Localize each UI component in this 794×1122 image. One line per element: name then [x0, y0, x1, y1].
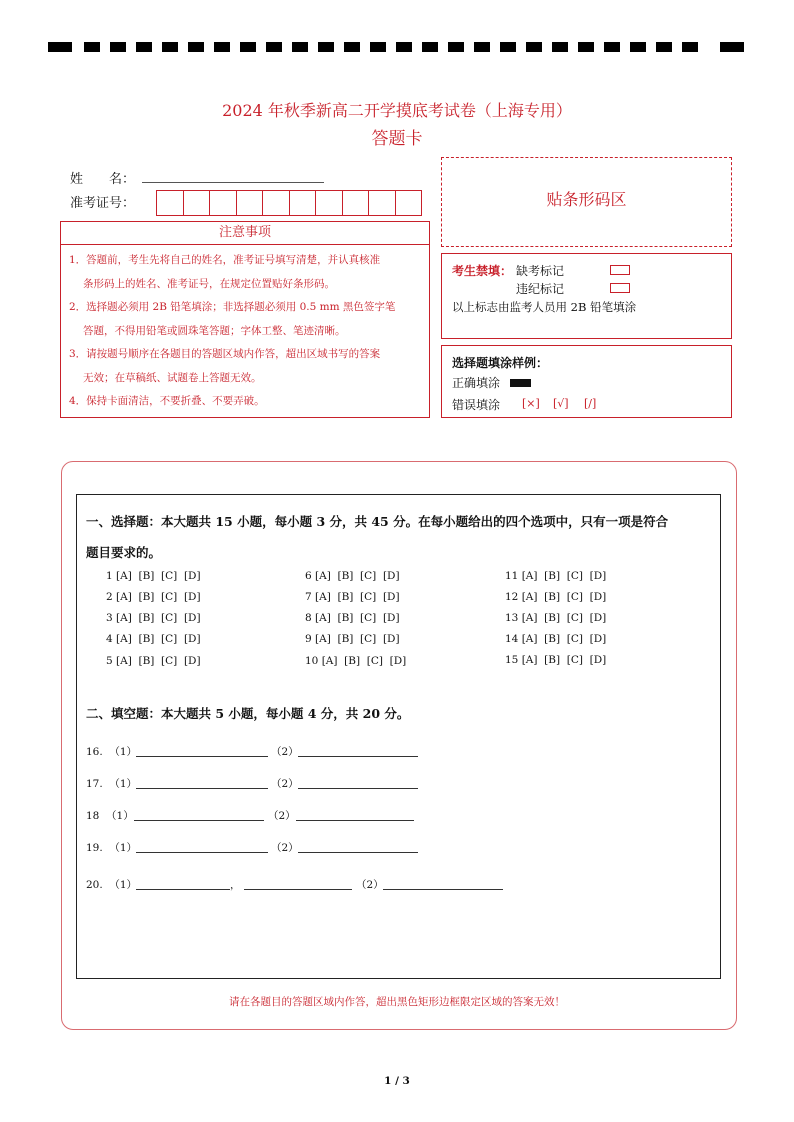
timing-mark [136, 42, 152, 52]
id-label: 准考证号： [70, 196, 136, 211]
answer-blank[interactable] [298, 852, 418, 853]
fill-part2-label: （2） [271, 746, 299, 758]
fill-question-label: 17. （1） [86, 778, 138, 790]
violation-label: 违纪标记 [516, 282, 565, 296]
timing-mark [266, 42, 282, 52]
timing-mark [720, 42, 744, 52]
timing-mark [292, 42, 308, 52]
timing-mark [188, 42, 204, 52]
exam-id-boxes[interactable] [156, 190, 422, 216]
notice-heading: 注意事项 [61, 222, 429, 245]
absent-mark-box[interactable] [610, 265, 630, 275]
wrong-fill-label: 错误填涂 [452, 398, 501, 412]
mc-question[interactable]: 2 [A] [B] [C] [D] [106, 591, 201, 603]
timing-mark [318, 42, 334, 52]
id-digit-box[interactable] [237, 191, 264, 215]
mc-question[interactable]: 7 [A] [B] [C] [D] [305, 591, 400, 603]
notice-box [60, 221, 430, 418]
timing-mark [214, 42, 230, 52]
timing-mark [422, 42, 438, 52]
fill-part2-label: （2） [271, 778, 299, 790]
id-digit-box[interactable] [369, 191, 396, 215]
timing-mark [552, 42, 568, 52]
timing-mark [630, 42, 646, 52]
notice-item: 3．请按题号顺序在各题目的答题区域内作答，超出区域书写的答案 [69, 348, 381, 360]
mc-question[interactable]: 1 [A] [B] [C] [D] [106, 570, 201, 582]
timing-mark [604, 42, 620, 52]
mc-question[interactable]: 13 [A] [B] [C] [D] [505, 612, 607, 624]
fill-question-label: 19. （1） [86, 842, 138, 854]
correct-fill-label: 正确填涂 [452, 376, 501, 390]
timing-mark [162, 42, 178, 52]
mc-question[interactable]: 3 [A] [B] [C] [D] [106, 612, 201, 624]
violation-mark-box[interactable] [610, 283, 630, 293]
answer-blank[interactable] [136, 889, 230, 890]
id-digit-box[interactable] [263, 191, 290, 215]
timing-mark [682, 42, 698, 52]
mc-question[interactable]: 10 [A] [B] [C] [D] [305, 655, 407, 667]
timing-mark [370, 42, 386, 52]
id-digit-box[interactable] [396, 191, 422, 215]
notice-list [61, 245, 429, 414]
answer-blank[interactable] [298, 756, 418, 757]
answer-blank[interactable] [383, 889, 503, 890]
section2-title: 二、填空题：本大题共 5 小题，每小题 4 分，共 20 分。 [86, 706, 410, 721]
id-digit-box[interactable] [184, 191, 211, 215]
mc-question[interactable]: 12 [A] [B] [C] [D] [505, 591, 607, 603]
wrong-mark-slash: [/] [584, 397, 597, 410]
sample-heading: 选择题填涂样例： [452, 356, 549, 370]
answer-blank[interactable] [136, 788, 268, 789]
id-digit-box[interactable] [157, 191, 184, 215]
fill-sample-box [441, 345, 732, 418]
page-title: 2024 年秋季新高二开学摸底考试卷（上海专用） [222, 101, 572, 120]
answer-blank[interactable] [298, 788, 418, 789]
answer-blank[interactable] [136, 852, 268, 853]
notice-item: 4．保持卡面清洁，不要折叠、不要弄破。 [69, 395, 265, 407]
mc-question[interactable]: 14 [A] [B] [C] [D] [505, 633, 607, 645]
answer-blank[interactable] [134, 820, 264, 821]
timing-mark [474, 42, 490, 52]
wrong-mark-check: [√] [553, 397, 569, 410]
proctor-heading: 考生禁填： [452, 264, 513, 278]
fill-part2-label: （2） [268, 810, 296, 822]
name-label: 姓 名： [70, 172, 136, 187]
fill-part2-label: （2） [271, 842, 299, 854]
absent-label: 缺考标记 [516, 264, 565, 278]
fill-part2-label: （2） [356, 879, 384, 891]
id-digit-box[interactable] [210, 191, 237, 215]
id-digit-box[interactable] [343, 191, 370, 215]
mc-question[interactable]: 9 [A] [B] [C] [D] [305, 633, 400, 645]
timing-mark [110, 42, 126, 52]
timing-mark [84, 42, 100, 52]
timing-mark [344, 42, 360, 52]
id-digit-box[interactable] [290, 191, 317, 215]
id-digit-box[interactable] [316, 191, 343, 215]
mc-question[interactable]: 6 [A] [B] [C] [D] [305, 570, 400, 582]
notice-item: 答题，不得用铅笔或圆珠笔答题；字体工整、笔迹清晰。 [83, 324, 346, 337]
answer-area-warning: 请在各题目的答题区域内作答，超出黑色矩形边框限定区域的答案无效！ [229, 996, 565, 1008]
answer-area [76, 494, 721, 979]
correct-fill-mark [510, 379, 531, 387]
page-number: 1 / 3 [384, 1075, 410, 1087]
mc-question[interactable]: 4 [A] [B] [C] [D] [106, 633, 201, 645]
fill-question-label: 20. （1） [86, 879, 138, 891]
fill-question-label: 18 （1） [86, 810, 134, 822]
notice-item: 1．答题前，考生先将自己的姓名，准考证号填写清楚，并认真核准 [69, 254, 381, 266]
proctor-marks-box [441, 253, 732, 339]
fill-comma: ， [230, 879, 241, 891]
section1-title: 一、选择题：本大题共 15 小题，每小题 3 分，共 45 分。在每小题给出的四个选项中，只有一项是符合 [86, 514, 669, 529]
answer-blank[interactable] [136, 756, 268, 757]
barcode-area[interactable]: 贴条形码区 [441, 157, 732, 247]
proctor-note: 以上标志由监考人员用 2B 铅笔填涂 [452, 300, 637, 314]
timing-mark [48, 42, 72, 52]
timing-mark [448, 42, 464, 52]
answer-blank[interactable] [296, 820, 414, 821]
page-subtitle: 答题卡 [371, 129, 423, 149]
timing-marks [48, 42, 744, 54]
answer-blank[interactable] [244, 889, 352, 890]
notice-item: 条形码上的姓名、准考证号，在规定位置贴好条形码。 [83, 277, 335, 290]
timing-mark [578, 42, 594, 52]
timing-mark [656, 42, 672, 52]
timing-mark [240, 42, 256, 52]
timing-mark [500, 42, 516, 52]
section1-title-cont: 题目要求的。 [86, 545, 162, 560]
notice-item: 2．选择题必须用 2B 铅笔填涂；非选择题必须用 0.5 mm 黑色签字笔 [69, 301, 396, 313]
mc-question[interactable]: 15 [A] [B] [C] [D] [505, 654, 607, 666]
notice-item: 无效；在草稿纸、试题卷上答题无效。 [83, 371, 262, 384]
mc-question[interactable]: 5 [A] [B] [C] [D] [106, 655, 201, 667]
wrong-mark-x: [×] [522, 397, 540, 410]
timing-mark [526, 42, 542, 52]
mc-question[interactable]: 8 [A] [B] [C] [D] [305, 612, 400, 624]
mc-question[interactable]: 11 [A] [B] [C] [D] [505, 570, 607, 582]
timing-mark [396, 42, 412, 52]
name-field[interactable] [142, 182, 324, 183]
fill-question-label: 16. （1） [86, 746, 138, 758]
